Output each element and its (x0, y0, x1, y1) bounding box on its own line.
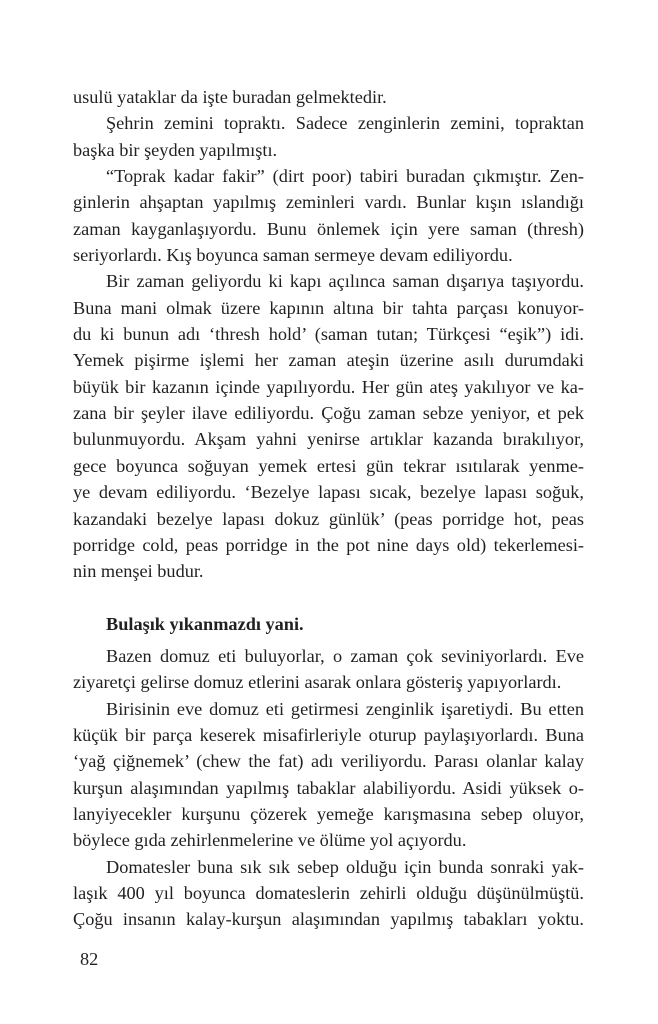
page-body (73, 84, 584, 933)
text-line: “Toprak kadar fakir” (dirt poor) tabiri buradan çıkmıştır. Zen- (106, 166, 584, 187)
paragraph (73, 163, 584, 268)
text-line: Bir zaman geliyordu ki kapı açılınca saman dışarıya taşıyordu. (106, 271, 584, 292)
text-line: Birisinin eve domuz eti getirmesi zenginlik işaretiydi. Bu etten (106, 698, 584, 719)
text-line: laşık 400 yıl boyunca domateslerin zehirli olduğu düşünülmüştü. (73, 882, 584, 903)
text-line: kazandaki bezelye lapası dokuz günlük’ (peas porridge hot, peas (73, 508, 584, 529)
text-line: zaman kayganlaşıyordu. Bunu önlemek için yere saman (thresh) (73, 218, 584, 239)
paragraph (73, 110, 584, 163)
text-line: ziyaretçi gelirse domuz etlerini asarak onlara gösteriş yapıyorlardı. (73, 672, 562, 693)
paragraph (73, 268, 584, 584)
paragraph (73, 696, 584, 854)
section-spacer (73, 585, 584, 611)
text-line: Domatesler buna sık sık sebep olduğu için bunda sonraki yak- (106, 856, 584, 877)
text-line: usulü yataklar da işte buradan gelmektedir. (73, 87, 387, 107)
text-line: başka bir şeyden yapılmıştı. (73, 139, 278, 160)
paragraph (73, 854, 584, 933)
text-line: büyük bir kazanın içinde yapılıyordu. Her gün ateş yakılıyor ve ka- (73, 376, 584, 397)
text-line: Şehrin zemini topraktı. Sadece zenginlerin zemini, topraktan (106, 113, 584, 134)
text-line: küçük bir parça keserek misafirleriyle oturup paylaşıyorlardı. Buna (73, 724, 584, 745)
text-line: zana bir şeyler ilave ediliyordu. Çoğu zaman sebze yeniyor, et pek (73, 403, 584, 424)
text-line: seriyorlardı. Kış boyunca saman sermeye devam ediliyordu. (73, 245, 513, 266)
text-line: ginlerin ahşaptan yapılmış zeminleri vardı. Bunlar kışın ıslandığı (73, 192, 584, 213)
text-line: Çoğu insanın kalay-kurşun alaşımından yapılmış tabakları yoktu. (73, 909, 584, 930)
text-line: lanyiyecekler kurşunu çözerek yemeğe karışmasına sebep oluyor, (73, 803, 584, 824)
text-line: Bazen domuz eti buluyorlar, o zaman çok seviniyorlardı. Eve (106, 645, 584, 666)
text-line: Yemek pişirme işlemi her zaman ateşin üzerine asılı durumdaki (73, 350, 584, 371)
text-line: porridge cold, peas porridge in the pot nine days old) tekerlemesi- (73, 534, 584, 555)
text-line: du ki bunun adı ‘thresh hold’ (saman tutan; Türkçesi “eşik”) idi. (73, 324, 584, 345)
paragraph (73, 643, 584, 696)
text-line: ye devam ediliyordu. ‘Bezelye lapası sıcak, bezelye lapası soğuk, (73, 482, 584, 503)
text-line: gece boyunca soğuyan yemek ertesi gün tekrar ısıtılarak yenme- (73, 455, 584, 476)
text-line: kurşun alaşımından yapılmış tabaklar alabiliyordu. Asidi yüksek o- (73, 777, 584, 798)
paragraph (73, 84, 584, 110)
text-line: bulunmuyordu. Akşam yahni yenirse artıklar kazanda bırakılıyor, (73, 429, 584, 450)
text-line: nin menşei budur. (73, 561, 204, 582)
page-number: 82 (80, 949, 99, 969)
section-heading: Bulaşık yıkanmazdı yani. (106, 613, 304, 634)
text-line: ‘yağ çiğnemek’ (chew the fat) adı veriliyordu. Parası olanlar kalay (73, 751, 584, 772)
text-line: böylece gıda zehirlenmelerine ve ölüme yol açıyordu. (73, 830, 467, 851)
text-line: Buna mani olmak üzere kapının altına bir tahta parçası konuyor- (73, 297, 584, 318)
